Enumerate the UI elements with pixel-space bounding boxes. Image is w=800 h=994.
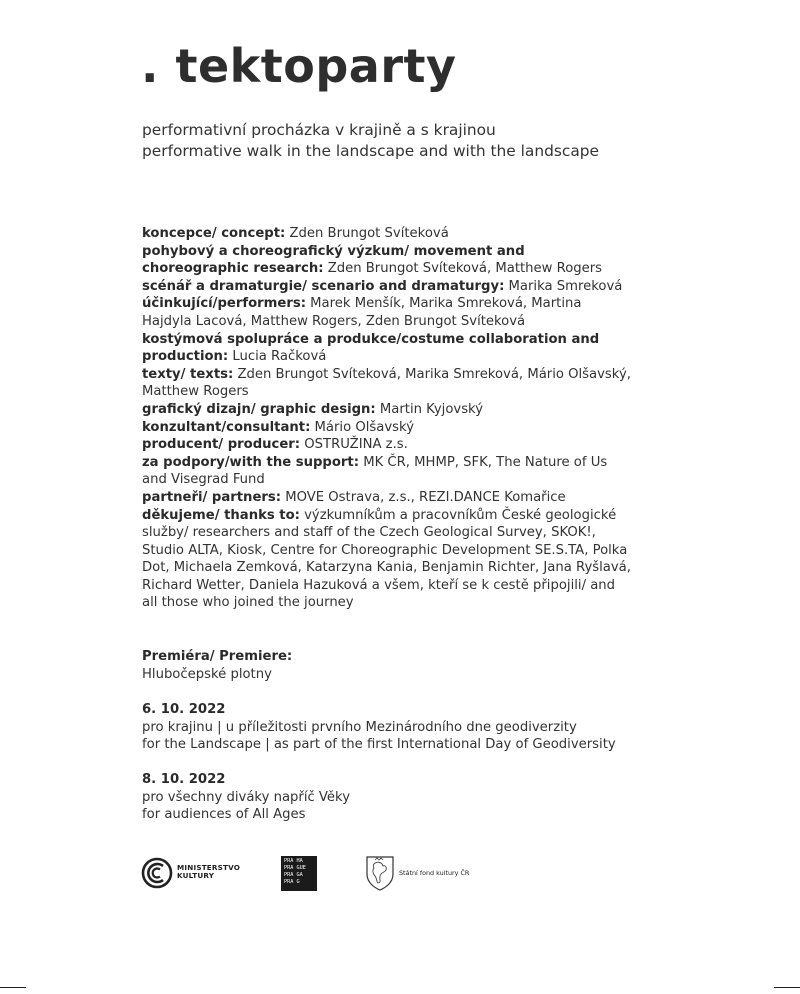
credit-label: za podpory/with the support: xyxy=(142,454,359,470)
credit-value: Marika Smreková xyxy=(504,278,623,294)
credit-label: účinkující/performers: xyxy=(142,296,306,312)
credit-value: Marek Menšík, Marika Smreková, Martina Hajdyla Lacová, Matthew Rogers, Zden Brungot Svíteková xyxy=(142,296,582,329)
date-block-2 xyxy=(142,771,642,824)
date-heading: 6. 10. 2022 xyxy=(142,702,226,717)
credit-value: Zden Brungot Svíteková, Marika Smreková, Mário Olšavský, Matthew Rogers xyxy=(142,366,631,400)
credit-label: partneři/ partners: xyxy=(142,489,282,505)
credit-item xyxy=(142,225,632,243)
subtitle xyxy=(142,120,599,162)
credit-value: MK ČR, MHMP, SFK, The Nature of Us and Visegrad Fund xyxy=(142,454,608,488)
ministry-logo-icon xyxy=(141,857,173,889)
credit-label: producent/ producer: xyxy=(142,437,301,453)
credit-item xyxy=(142,419,632,437)
date-description-en: for the Landscape | as part of the first International Day of Geodiversity xyxy=(142,737,616,753)
credit-item xyxy=(142,366,632,401)
praha-logo: PRA HA PRA GUE PRA GA PRA G xyxy=(281,856,317,891)
credit-value: Mário Olšavský xyxy=(310,419,414,435)
credit-item xyxy=(142,436,632,454)
date-description-cs: pro krajinu | u příležitosti prvního Mezinárodního dne geodiverzity xyxy=(142,719,577,735)
sfk-crest-icon xyxy=(365,854,395,892)
ministry-logo-text: MINISTERSTVO KULTURY xyxy=(177,863,241,880)
credit-label: děkujeme/ thanks to: xyxy=(142,507,300,523)
date-block-1 xyxy=(142,701,642,754)
credit-value: Martin Kyjovský xyxy=(375,401,484,417)
date-heading: 8. 10. 2022 xyxy=(142,772,226,787)
date-description-en: for audiences of All Ages xyxy=(142,807,306,823)
credit-label: texty/ texts: xyxy=(142,366,234,382)
credit-label: kostýmová spolupráce a produkce/costume collaboration and production: xyxy=(142,331,600,365)
premiere-block xyxy=(142,648,642,683)
credit-label: pohybový a choreografický výzkum/ movement and choreographic research: xyxy=(142,243,525,277)
premiere-label: Premiéra/ Premiere: xyxy=(142,649,293,664)
premiere-place: Hlubočepské plotny xyxy=(142,666,272,682)
sfk-logo-text: Státní fond kultury ČR xyxy=(399,869,470,877)
credit-item xyxy=(142,489,632,507)
credit-item xyxy=(142,507,632,613)
date-description-cs: pro všechny diváky napříč Věky xyxy=(142,789,351,805)
credit-item xyxy=(142,331,632,366)
page-title: . tektoparty xyxy=(141,39,457,93)
credits-list xyxy=(142,225,632,612)
sponsor-logos xyxy=(141,852,481,894)
subtitle-en: performative walk in the landscape and with the landscape xyxy=(142,142,600,160)
credit-item xyxy=(142,454,632,489)
credit-label: grafický dizajn/ graphic design: xyxy=(142,401,376,417)
credit-value: Zden Brungot Svíteková xyxy=(285,226,449,241)
credit-item xyxy=(142,243,632,278)
credit-item xyxy=(142,278,632,296)
credit-value: OSTRUŽINA z.s. xyxy=(300,437,408,453)
credit-label: konzultant/consultant: xyxy=(142,419,311,435)
subtitle-cs: performativní procházka v krajině a s krajinou xyxy=(142,121,496,139)
credit-value: Zden Brungot Svíteková, Matthew Rogers xyxy=(323,261,603,277)
credit-value: výzkumníkům a pracovníkům České geologické služby/ researchers and staff of the Czech Geological Survey, SKOK!, Studio ALTA, Kiosk, Centre for Choreographic Development SE.S.TA, Polka Dot, Michaela Zemková, Katarzyna Kania, Benjamin Richter, Jana Ryšlavá, Richard Wetter, Daniela Hazuková a všem, kteří se k cestě připojili/ and all those who joined the journey xyxy=(142,507,631,611)
credit-item xyxy=(142,401,632,419)
credit-value: MOVE Ostrava, z.s., REZI.DANCE Komařice xyxy=(281,489,566,505)
credit-item xyxy=(142,295,632,330)
credit-value: Lucia Račková xyxy=(228,349,327,365)
crop-mark-right xyxy=(774,987,800,988)
crop-mark-left xyxy=(0,987,26,988)
credit-label: koncepce/ concept: xyxy=(142,226,286,241)
credit-label: scénář a dramaturgie/ scenario and dramaturgy: xyxy=(142,278,505,294)
